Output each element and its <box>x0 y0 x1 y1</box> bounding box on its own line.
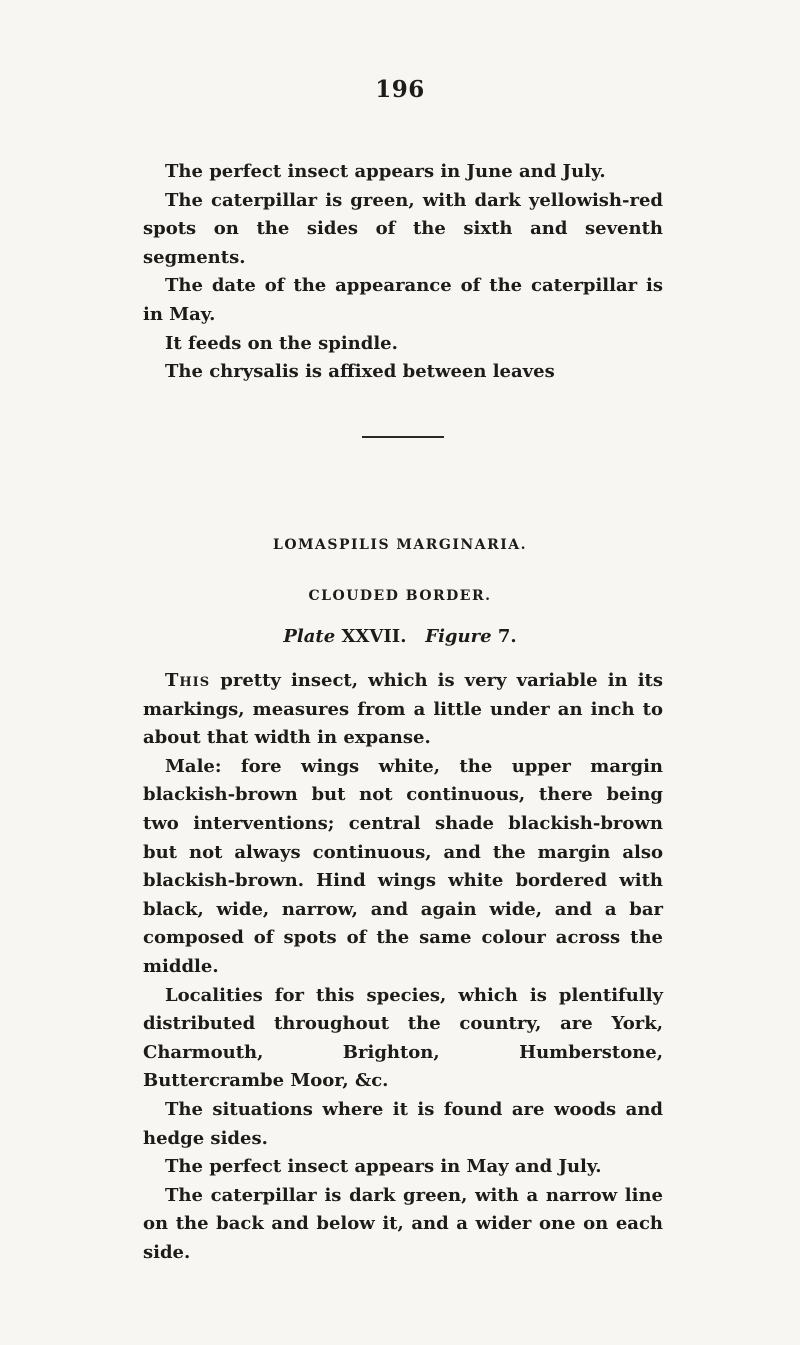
figure-label: Figure <box>425 626 492 647</box>
paragraph: The chrysalis is affixed between leaves <box>165 361 555 383</box>
paragraph: The situations where it is found are woods and hedge sides. <box>143 1098 663 1149</box>
page-number: 196 <box>375 76 425 103</box>
paragraph: The perfect insect appears in June and July. <box>165 161 606 182</box>
plate-number: XXVII. <box>341 626 407 647</box>
intro-rest: pretty insect, which is very variable in its markings, measures from a little under an inch to about that width in expanse. <box>143 670 663 749</box>
paragraph: The caterpillar is green, with dark yellowish-red spots on the sides of the sixth and seventh segments. <box>143 189 663 268</box>
common-name: CLOUDED BORDER. <box>308 588 492 604</box>
plate-label: Plate <box>283 626 336 647</box>
section-divider <box>362 436 444 438</box>
paragraph: The perfect insect appears in May and July. <box>165 1156 602 1178</box>
paragraph: The date of the appearance of the caterpillar is in May. <box>143 275 663 325</box>
intro-first-word: This <box>165 670 211 691</box>
plate-reference <box>0 626 800 647</box>
paragraph: The caterpillar is dark green, with a narrow line on the back and below it, and a wider one on each side. <box>143 1184 663 1263</box>
species-title: LOMASPILIS MARGINARIA. <box>272 537 528 553</box>
paragraph: Localities for this species, which is plentifully distributed throughout the country, are York, Charmouth, Brighton, Humberstone, Buttercrambe Moor, &c. <box>143 984 663 1092</box>
description-text-block <box>143 667 663 1267</box>
intro-paragraph <box>143 667 663 753</box>
figure-number: 7. <box>497 626 517 647</box>
paragraph: It feeds on the spindle. <box>165 332 398 354</box>
top-text-block <box>143 158 663 387</box>
paragraph: Male: fore wings white, the upper margin blackish-brown but not continuous, there being two interventions; central shade blackish-brown but not always continuous, and the margin also blackish-brown. Hind wings white bordered with black, wide, narrow, and again wide, and a bar composed of spots of the same colour across the middle. <box>143 755 663 977</box>
